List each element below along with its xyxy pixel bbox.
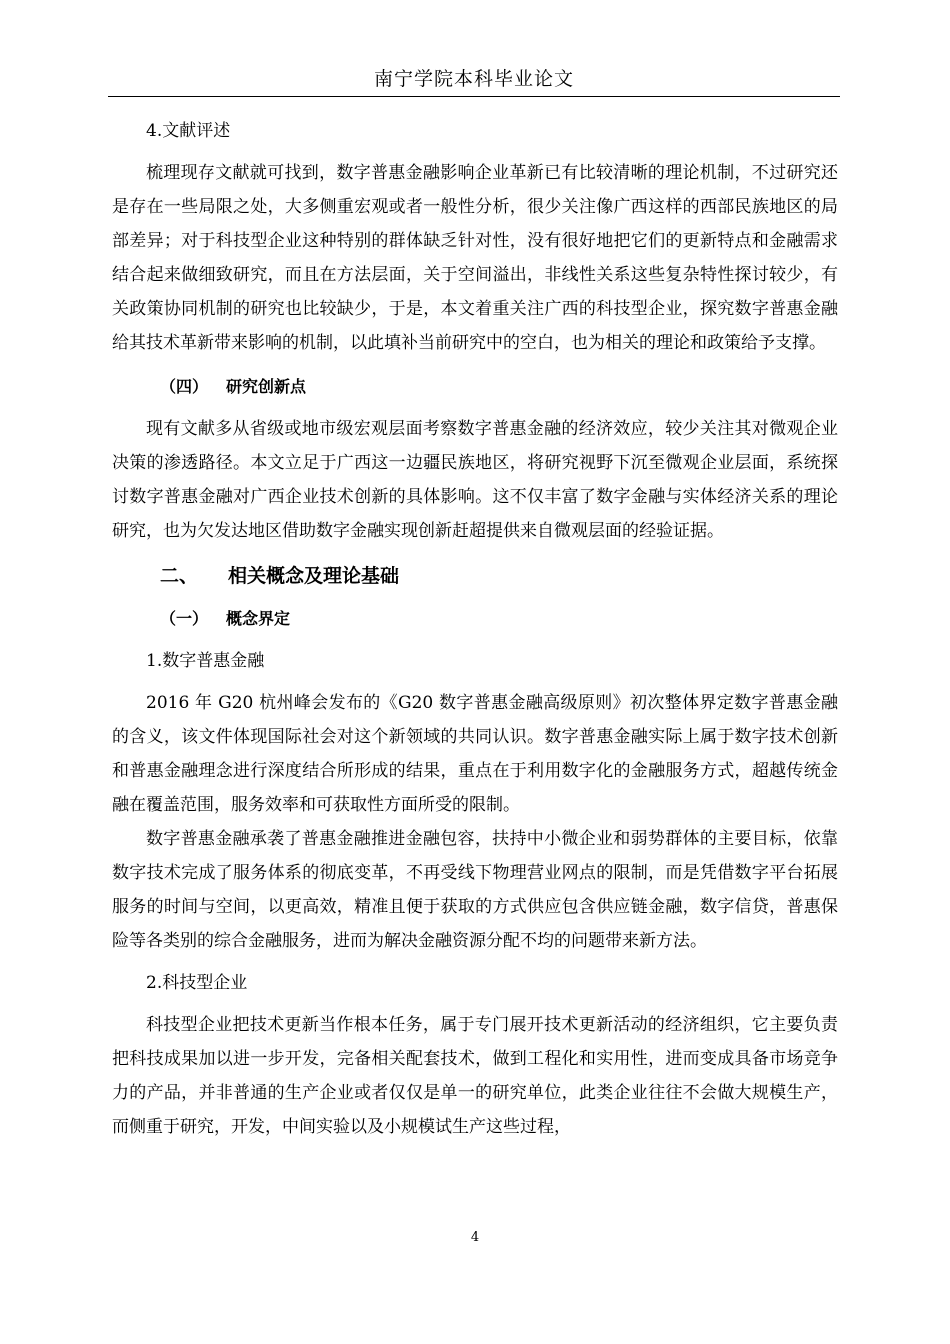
innovation-heading-title: 研究创新点 <box>226 377 307 396</box>
page-body <box>112 114 838 1144</box>
concept-heading <box>112 602 838 636</box>
page-header-title: 南宁学院本科毕业论文 <box>373 68 574 90</box>
chapter-heading <box>112 558 838 594</box>
tech-paragraph: 科技型企业把技术更新当作根本任务，属于专门展开技术更新活动的经济组织，它主要负责把科技成果加以进一步开发，完备相关配套技术，做到工程化和实用性，进而变成具备市场竞争力的产品，并非普通的生产企业或者仅仅是单一的研究单位，此类企业往往不会做大规模生产，而侧重于研究，开发，中间实验以及小规模试生产这些过程， <box>112 1015 838 1137</box>
innovation-paragraph: 现有文献多从省级或地市级宏观层面考察数字普惠金融的经济效应，较少关注其对微观企业决策的渗透路径。本文立足于广西这一边疆民族地区，将研究视野下沉至微观企业层面，系统探讨数字普惠金融对广西企业技术创新的具体影响。这不仅丰富了数字金融与实体经济关系的理论研究，也为欠发达地区借助数字金融实现创新赶超提供来自微观层面的经验证据。 <box>112 419 838 541</box>
concept-heading-title: 概念界定 <box>226 609 291 628</box>
tech-heading: 2.科技型企业 <box>146 973 248 993</box>
header-rule <box>108 96 840 97</box>
dif-paragraph-2: 数字普惠金融承袭了普惠金融推进金融包容，扶持中小微企业和弱势群体的主要目标，依靠数字技术完成了服务体系的彻底变革，不再受线下物理营业网点的限制，而是凭借数字平台拓展服务的时间与空间，以更高效，精准且便于获取的方式供应包含供应链金融，数字信贷，普惠保险等各类别的综合金融服务，进而为解决金融资源分配不均的问题带来新方法。 <box>112 829 838 951</box>
chapter-heading-title: 相关概念及理论基础 <box>228 565 400 587</box>
chapter-heading-label: 二、 <box>160 565 199 587</box>
lit-review-paragraph: 梳理现存文献就可找到，数字普惠金融影响企业革新已有比较清晰的理论机制，不过研究还是存在一些局限之处，大多侧重宏观或者一般性分析，很少关注像广西这样的西部民族地区的局部差异；对于科技型企业这种特别的群体缺乏针对性，没有很好地把它们的更新特点和金融需求结合起来做细致研究，而且在方法层面，关于空间溢出，非线性关系这些复杂特性探讨较少，有关政策协同机制的研究也比较缺少，于是，本文着重关注广西的科技型企业，探究数字普惠金融给其技术革新带来影响的机制，以此填补当前研究中的空白，也为相关的理论和政策给予支撑。 <box>112 163 838 353</box>
dif-heading: 1.数字普惠金融 <box>146 651 265 671</box>
concept-heading-label: （一） <box>160 609 209 628</box>
innovation-heading <box>112 370 838 404</box>
lit-review-heading: 4.文献评述 <box>146 121 231 141</box>
dif-paragraph-1: 2016 年 G20 杭州峰会发布的《G20 数字普惠金融高级原则》初次整体界定数字普惠金融的含义，该文件体现国际社会对这个新领域的共同认识。数字普惠金融实际上属于数字技术创新和普惠金融理念进行深度结合所形成的结果，重点在于利用数字化的金融服务方式，超越传统金融在覆盖范围，服务效率和可获取性方面所受的限制。 <box>112 693 838 815</box>
innovation-heading-label: （四） <box>160 377 209 396</box>
page-number: 4 <box>470 1230 480 1245</box>
